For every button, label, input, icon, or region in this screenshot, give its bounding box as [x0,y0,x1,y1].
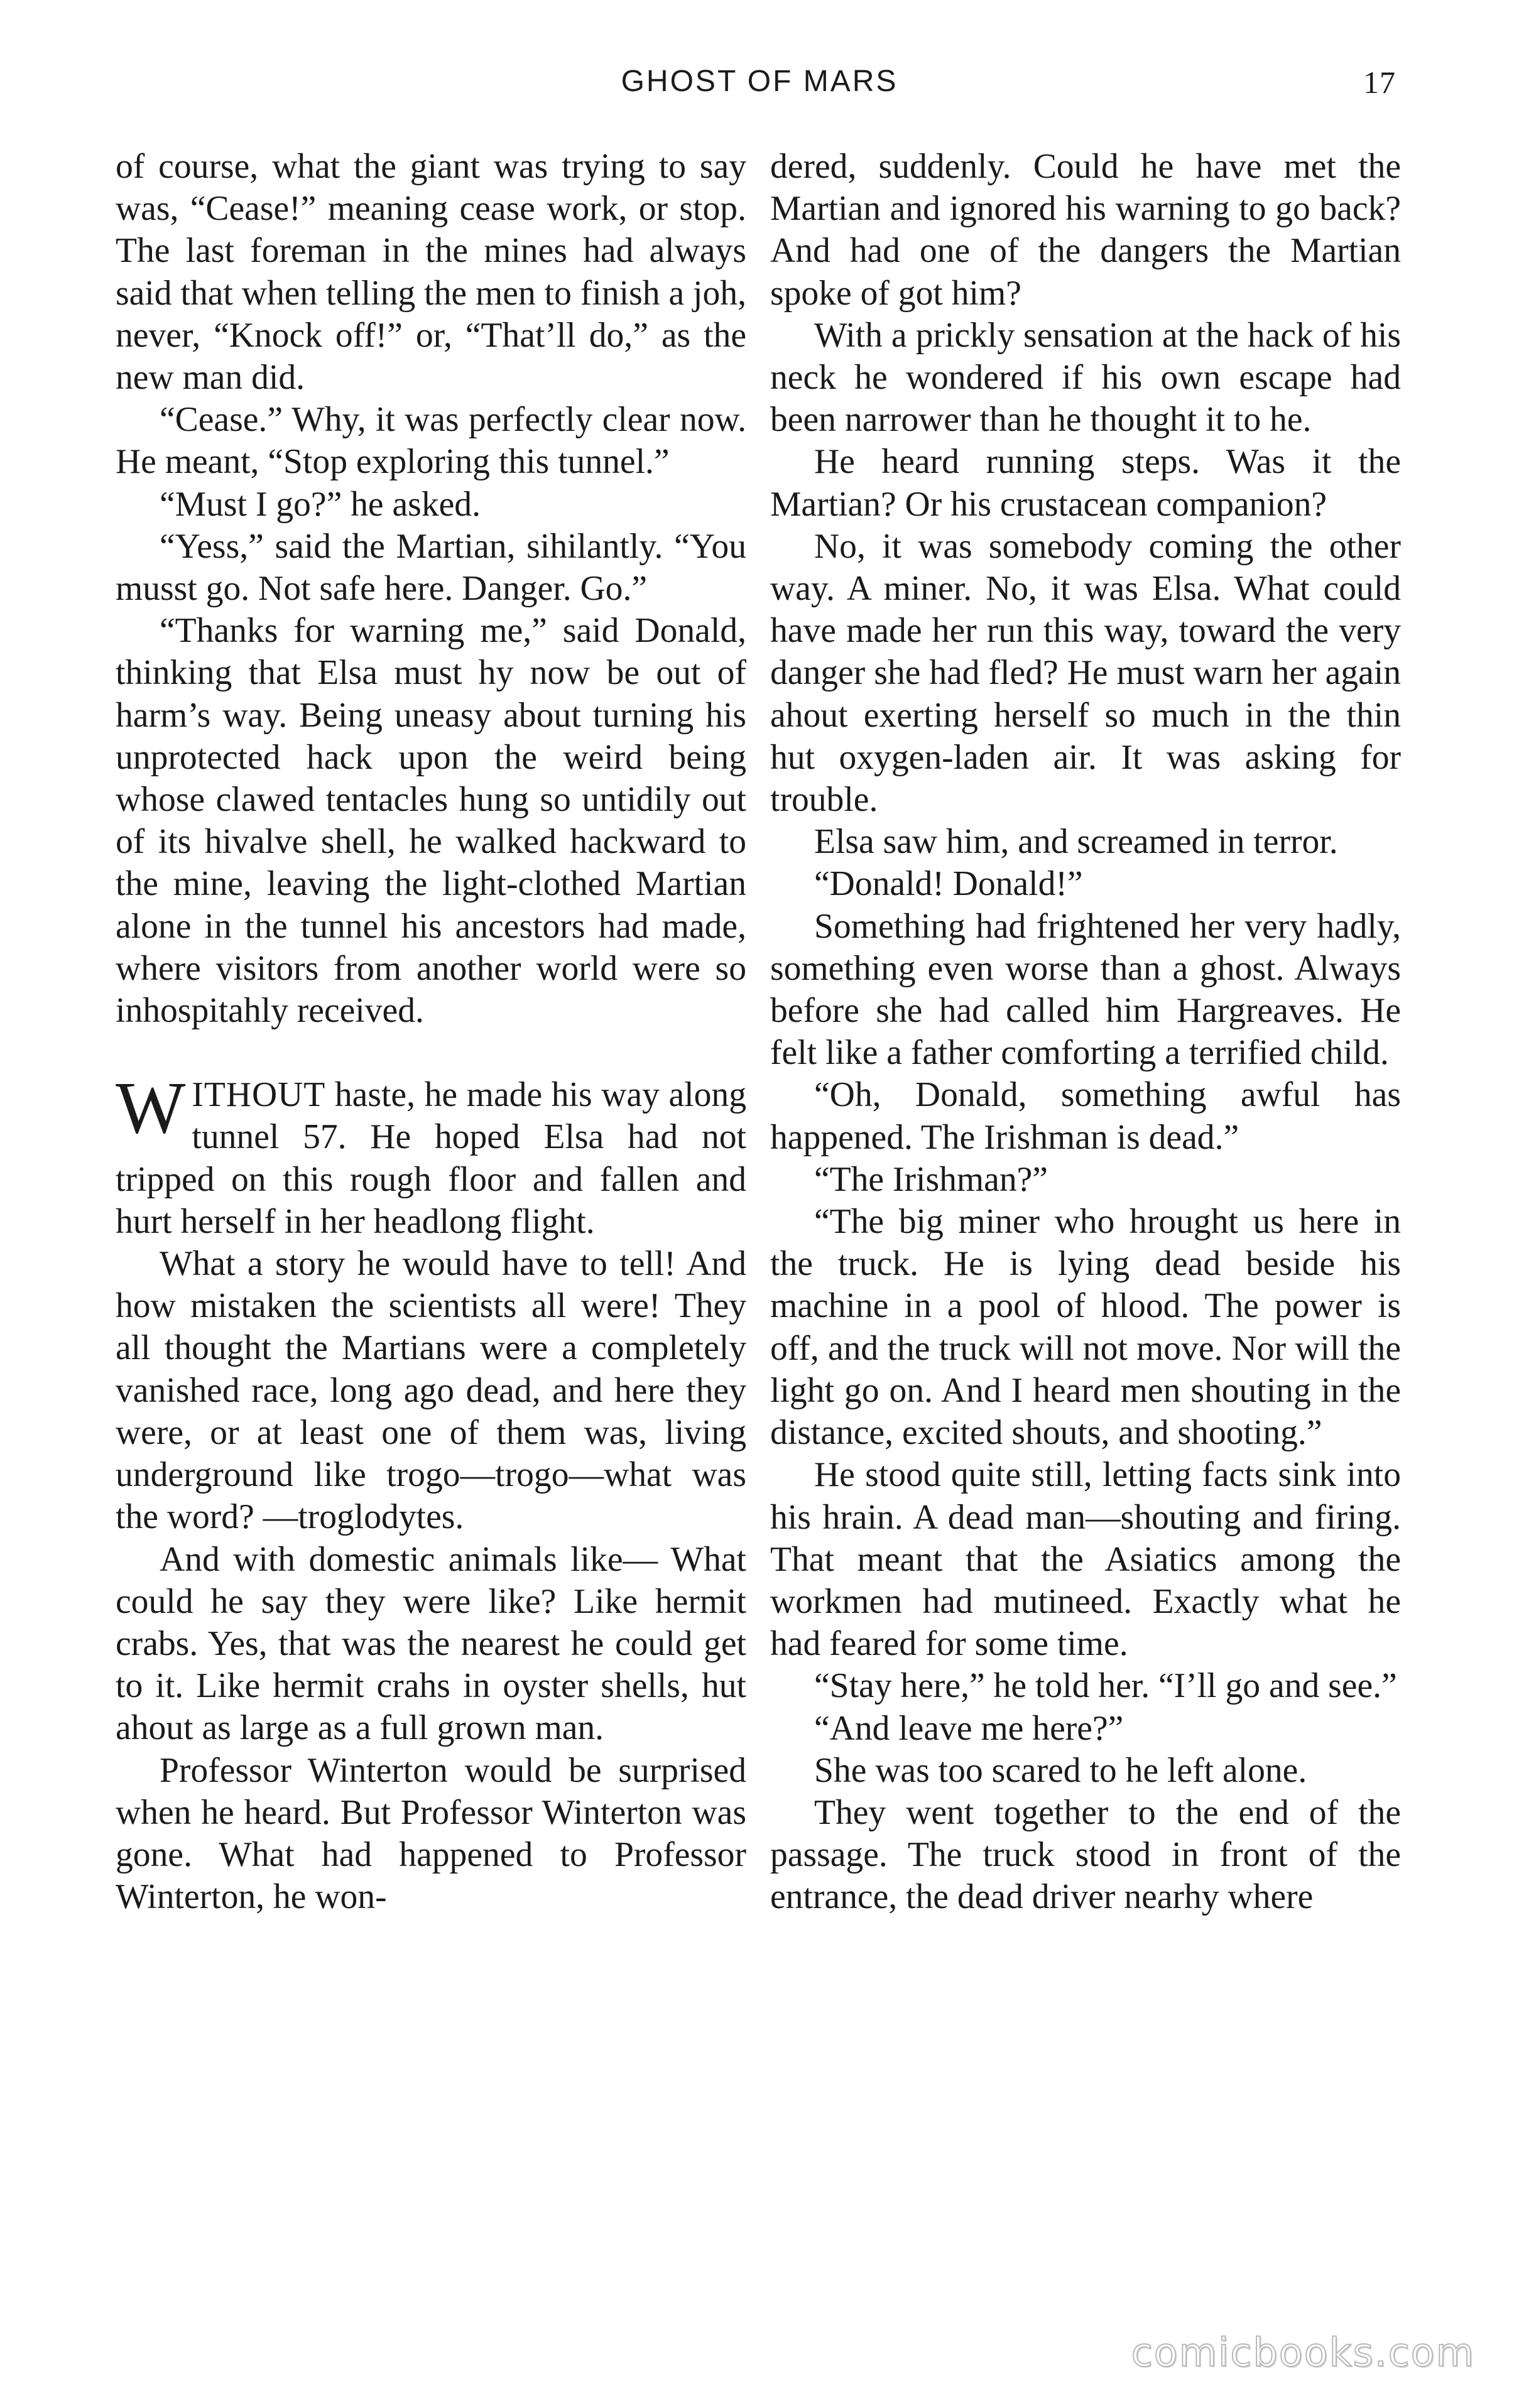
paragraph: “And leave me here?” [814,1708,1124,1748]
paragraph: She was too scared to he left alone. [814,1750,1307,1790]
paragraph-text: haste, he made his way along tunnel 57. He hoped Elsa had not tripped on this rough floor and fallen and hurt herself in her headlong flight. [116,1075,746,1241]
paragraph: “Stay here,” he told her. “I’ll go and see.” [814,1666,1397,1706]
paragraph: They went together to the end of the passage. The truck stood in front of the entrance, the dead driver nearhy where [770,1792,1401,1917]
paragraph: He heard running steps. Was it the Martian? Or his crustacean companion? [770,442,1401,524]
paragraph: What a story he would have to tell! And how mistaken the scientists all were! They all thought the Martians were a completely vanished race, long ago dead, and here they were, or at least one of them was, living underground like trogo—trogo—what was the word? —troglodytes. [116,1244,746,1537]
paragraph: Professor Winterton would be surprised when he heard. But Professor Winterton was gone. What had happened to Professor Winterton, he won- [116,1750,746,1917]
paragraph: “Cease.” Why, it was perfectly clear now. He meant, “Stop exploring this tunnel.” [116,400,746,482]
watermark: comicbooks.com [1131,2329,1475,2375]
paragraph: “Thanks for warning me,” said Donald, thinking that Elsa must hy now be out of harm’s way. Being uneasy about turning his unprotected hack upon the weird being whose clawed tentacles hung so untidily out of its hivalve shell, he walked hackward to the mine, leaving the light-clothed Martian alone in the tunnel his ancestors had made, where visitors from another world were so inhospitahly received. [116,611,746,1031]
running-title: GHOST OF MARS [621,65,898,98]
section-break [116,1032,746,1074]
paragraph: “Oh, Donald, something awful has happened. The Irishman is dead.” [770,1075,1401,1157]
section-opening-paragraph [116,1066,746,1243]
paragraph: Something had frightened her very hadly, something even worse than a ghost. Always before she had called him Hargreaves. He felt like a father comforting a terrified child. [770,906,1401,1073]
paragraph: Elsa saw him, and screamed in terror. [814,822,1338,862]
paragraph: “The big miner who hrought us here in the truck. He is lying dead beside his machine in a pool of hlood. The power is off, and the truck will not move. Nor will the light go on. And I heard men shouting in the distance, excited shouts, and shooting.” [770,1202,1401,1453]
paragraph: And with domestic animals like— What could he say they were like? Like hermit crabs. Yes, that was the nearest he could get to it. Like hermit crahs in oyster shells, hut ahout as large as a full grown man. [116,1539,746,1748]
paragraph: No, it was somebody coming the other way. A miner. No, it was Elsa. What could have made her run this way, toward the very danger she had fled? He must warn her again ahout exerting herself so much in the thin hut oxygen-laden air. It was asking for trouble. [770,526,1401,820]
left-column [116,146,746,1918]
paragraph: “The Irishman?” [814,1159,1048,1199]
paragraph: dered, suddenly. Could he have met the Martian and ignored his warning to go back? And had one of the dangers the Martian spoke of got him? [770,147,1401,313]
drop-cap: W [116,1066,186,1149]
paragraph: “Donald! Donald!” [814,864,1083,904]
paragraph: “Yess,” said the Martian, sihilantly. “You musst go. Not safe here. Danger. Go.” [116,526,746,609]
lead-in-word: ITHOUT [192,1075,326,1115]
right-column [770,146,1401,1919]
paragraph: With a prickly sensation at the hack of his neck he wondered if his own escape had been narrower than he thought it to he. [770,315,1401,440]
paragraph: of course, what the giant was trying to say was, “Cease!” meaning cease work, or stop. The last foreman in the mines had always said that when telling the men to finish a joh, never, “Knock off!” or, “That’ll do,” as the new man did. [116,147,746,398]
paragraph: He stood quite still, letting facts sink into his hrain. A dead man—shouting and firing. That meant that the Asiatics among the workmen had mutineed. Exactly what he had feared for some time. [770,1455,1401,1664]
page-number: 17 [1363,65,1396,100]
paragraph: “Must I go?” he asked. [160,484,481,524]
running-head [0,64,1519,108]
